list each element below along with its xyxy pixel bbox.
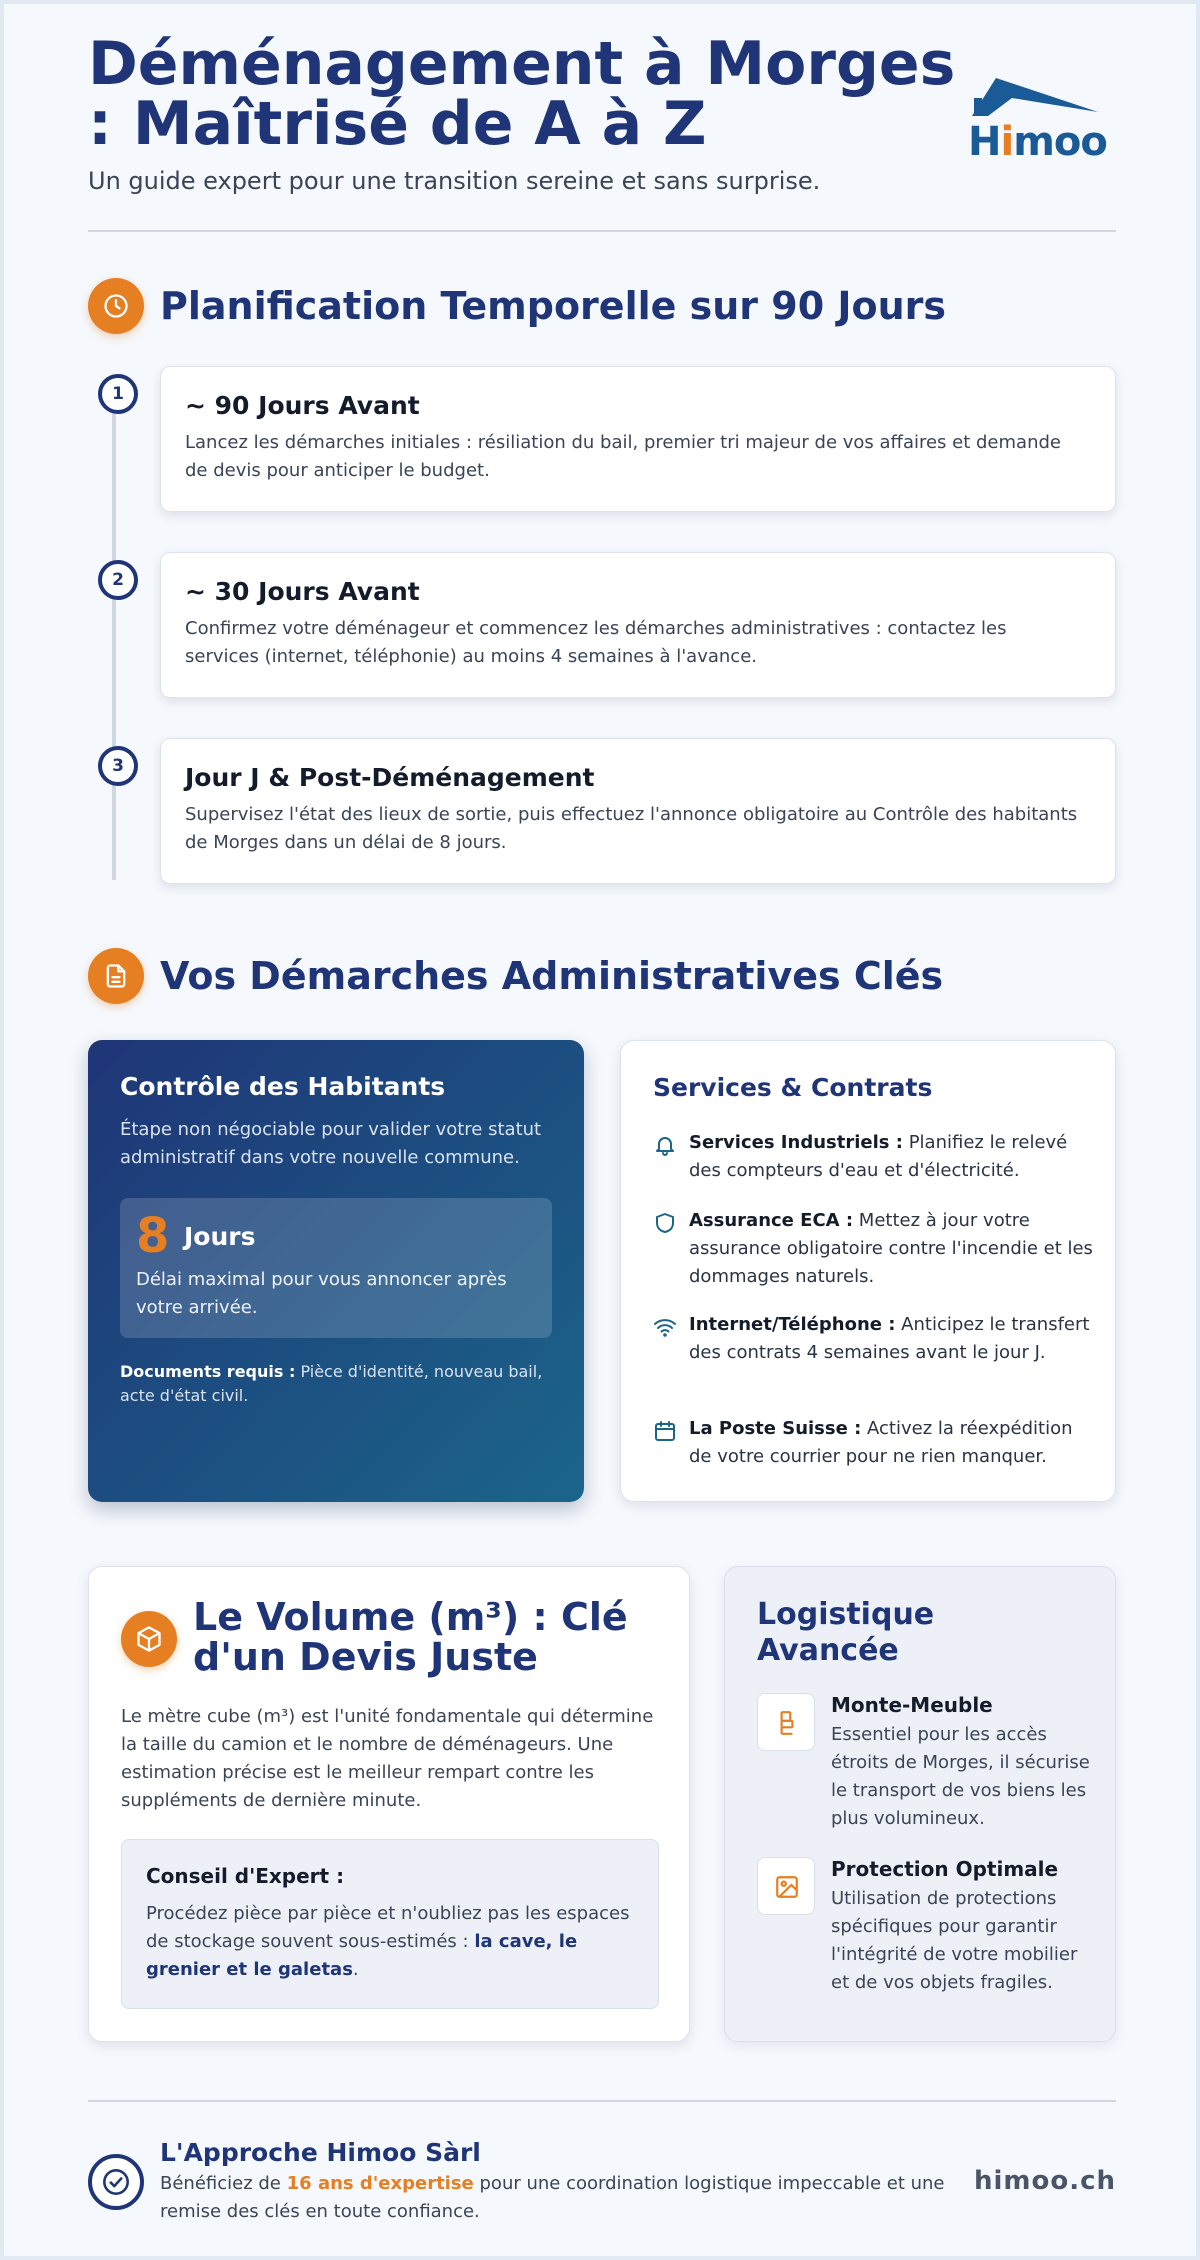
timeline-card xyxy=(160,552,1116,698)
days-number: 8 xyxy=(136,1208,170,1264)
check-badge-icon xyxy=(88,2154,144,2210)
page xyxy=(4,4,1196,2256)
tip-title: Conseil d'Expert : xyxy=(146,1864,345,1888)
deadline-box xyxy=(120,1198,552,1338)
logistics-item-title: Monte-Meuble xyxy=(831,1693,993,1717)
step-title: Jour J & Post-Déménagement xyxy=(185,763,595,792)
shield-icon xyxy=(653,1211,677,1235)
volume-card xyxy=(88,1566,690,2042)
logistics-card xyxy=(724,1566,1116,2042)
controle-title: Contrôle des Habitants xyxy=(120,1072,446,1101)
document-icon xyxy=(88,948,144,1004)
bell-icon xyxy=(653,1133,677,1157)
himoo-logo xyxy=(968,76,1116,165)
controle-card xyxy=(88,1040,584,1502)
timeline-line xyxy=(112,386,116,880)
header-divider xyxy=(88,230,1116,232)
footer-title: L'Approche Himoo Sàrl xyxy=(160,2138,481,2167)
box-icon xyxy=(121,1611,177,1667)
page-subtitle: Un guide expert pour une transition sereine et sans surprise. xyxy=(88,167,821,195)
step-text: Confirmez votre déménageur et commencez les démarches administratives : contactez les services (internet, téléphonie) au moins 4 semaines à l'avance. xyxy=(185,618,1007,667)
step-text: Lancez les démarches initiales : résiliation du bail, premier tri majeur de vos affaires et demande de devis pour anticiper le budget. xyxy=(185,432,1061,481)
admin-title: Vos Démarches Administratives Clés xyxy=(160,954,944,998)
expert-tip xyxy=(121,1839,659,2009)
tip-text: Procédez pièce par pièce et n'oubliez pas les espaces de stockage souvent sous-estimés : la cave, le grenier et le galetas. xyxy=(146,1903,630,1980)
image-icon xyxy=(757,1857,815,1915)
footer-divider xyxy=(88,2100,1116,2102)
step-number: 2 xyxy=(98,560,138,600)
days-unit: Jours xyxy=(184,1222,256,1251)
logistics-item-text: Essentiel pour les accès étroits de Morges, il sécurise le transport de vos biens les plus volumineux. xyxy=(831,1724,1090,1829)
calendar-icon xyxy=(653,1419,677,1443)
volume-title: Le Volume (m³) : Clé d'un Devis Juste xyxy=(193,1595,628,1679)
step-number: 1 xyxy=(98,374,138,414)
volume-desc: Le mètre cube (m³) est l'unité fondamentale qui détermine la taille du camion et le nombre de déménageurs. Une estimation précise est le meilleur rempart contre les suppléments de dernière minute. xyxy=(121,1706,654,1811)
wifi-icon xyxy=(653,1315,677,1339)
required-documents: Documents requis : Pièce d'identité, nouveau bail, acte d'état civil. xyxy=(120,1362,543,1405)
lift-icon xyxy=(757,1693,815,1751)
clock-icon xyxy=(88,278,144,334)
timeline-title: Planification Temporelle sur 90 Jours xyxy=(160,284,947,328)
website-link[interactable]: himoo.ch xyxy=(973,2166,1116,2196)
header xyxy=(88,4,1116,234)
step-number: 3 xyxy=(98,746,138,786)
logistics-item-text: Utilisation de protections spécifiques pour garantir l'intégrité de votre mobilier et de vos objets fragiles. xyxy=(831,1888,1078,1993)
logo-wordmark: Himoo xyxy=(968,119,1107,165)
page-title: Déménagement à Morges : Maîtrisé de A à Z xyxy=(88,29,956,159)
step-text: Supervisez l'état des lieux de sortie, puis effectuez l'annonce obligatoire au Contrôle des habitants de Morges dans un délai de 8 jours. xyxy=(185,804,1078,853)
timeline-card xyxy=(160,738,1116,884)
services-title: Services & Contrats xyxy=(653,1073,933,1102)
controle-desc: Étape non négociable pour valider votre statut administratif dans votre nouvelle commune. xyxy=(120,1119,542,1168)
logo-roof-icon xyxy=(968,76,1116,120)
step-title: ~ 90 Jours Avant xyxy=(185,391,420,420)
logistics-title: Logistique Avancée xyxy=(757,1597,935,1668)
step-title: ~ 30 Jours Avant xyxy=(185,577,420,606)
footer-desc: Bénéficiez de 16 ans d'expertise pour une coordination logistique impeccable et une remise des clés en toute confiance. xyxy=(160,2173,945,2222)
services-card: Services & Contrats Services Industriels : Planifiez le relevé des compteurs d'eau et d'électricité. Assurance ECA : Mettez à jour votre assurance obligatoire contre l'incendie et les dommages naturels. Internet/Téléphone : Anticipez le transfert des contrats 4 semaines avant le jour J. La Poste Suisse : Activez la réexpédition de votre courrier pour ne rien manquer. xyxy=(620,1040,1116,1502)
days-desc: Délai maximal pour vous annoncer après votre arrivée. xyxy=(136,1269,507,1318)
logistics-item-title: Protection Optimale xyxy=(831,1857,1059,1881)
timeline-card xyxy=(160,366,1116,512)
